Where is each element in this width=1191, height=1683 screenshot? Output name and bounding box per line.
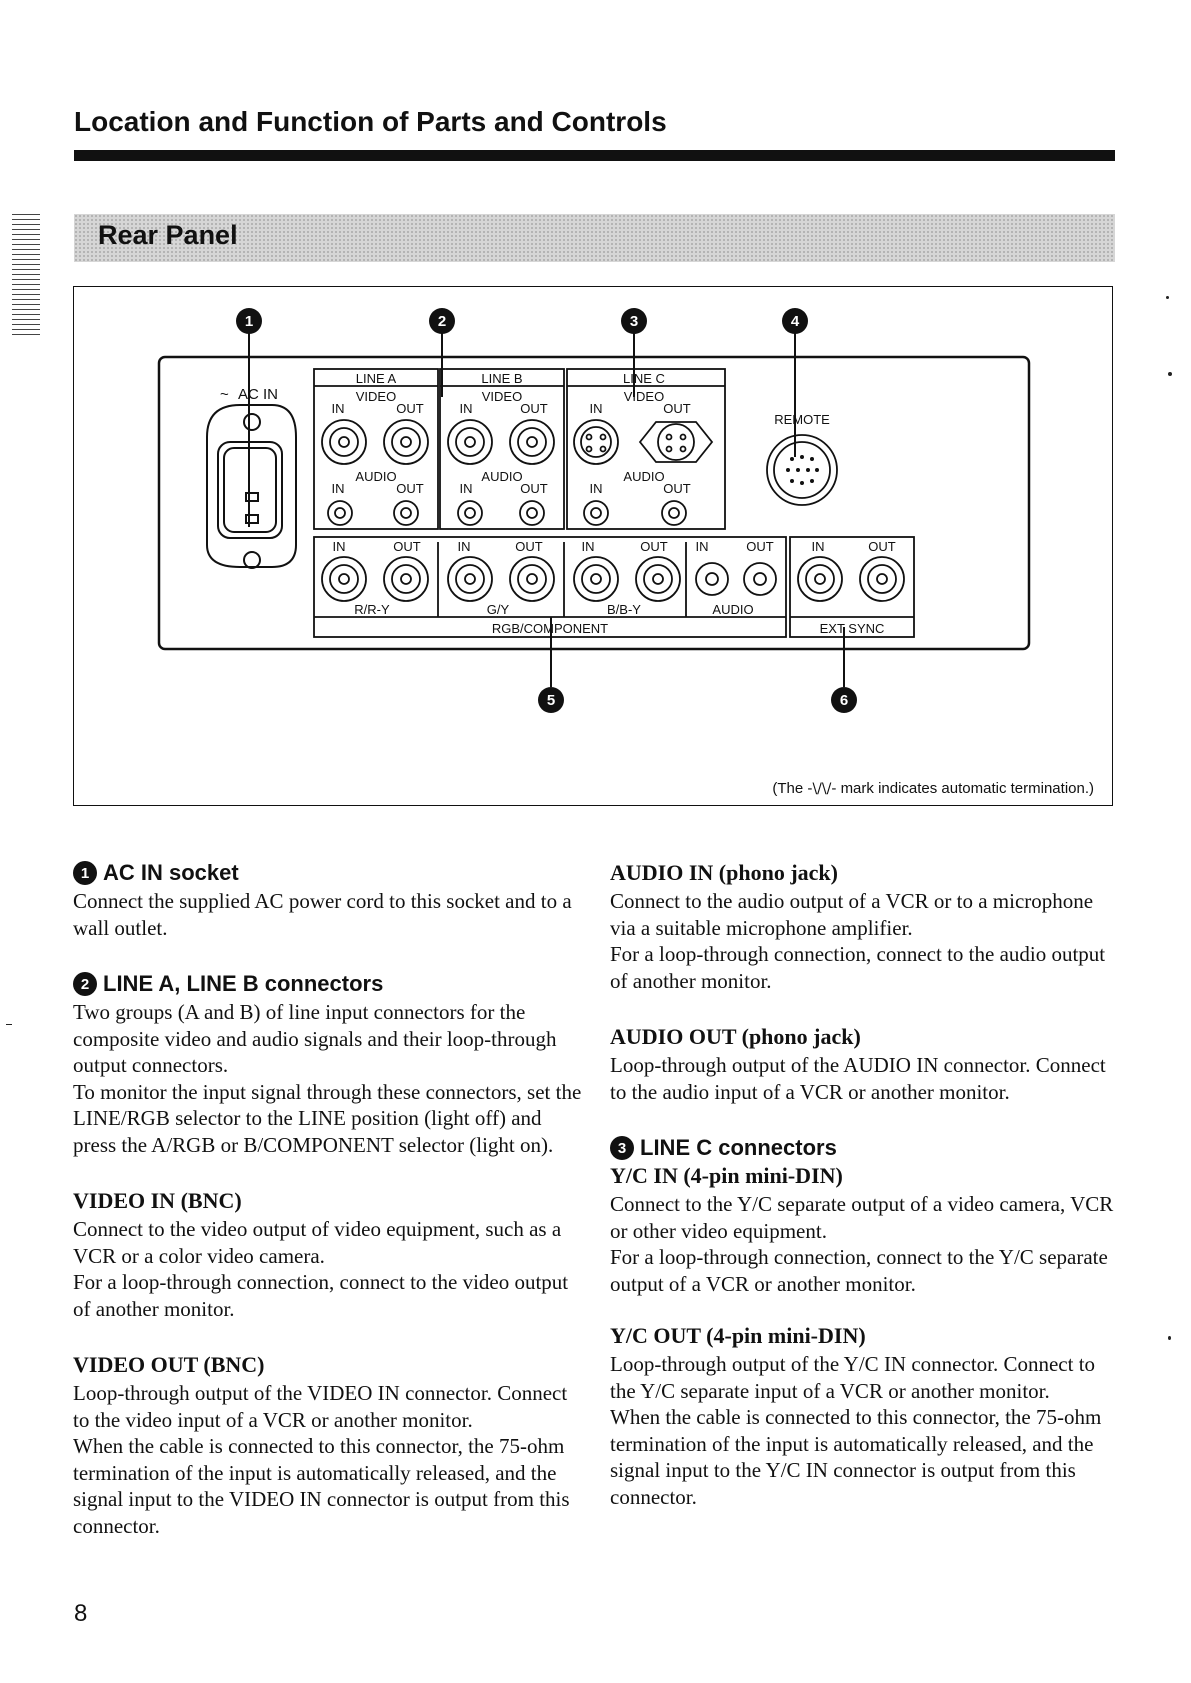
- svg-text:IN: IN: [331, 401, 345, 416]
- rear-panel-diagram: [73, 286, 1113, 806]
- svg-text:OUT: OUT: [746, 539, 774, 554]
- body-text: Connect to the audio output of a VCR or to a microphone via a suitable microphone amplifier.: [610, 889, 1094, 940]
- rear-panel-illustration: [74, 287, 1111, 804]
- body-text: When the cable is connected to this connector, the 75-ohm termination of the input is automatically released, and the signal input to the Y/C IN connector is output from this connector.: [610, 1405, 1102, 1509]
- svg-text:IN: IN: [589, 401, 603, 416]
- svg-text:OUT: OUT: [393, 539, 421, 554]
- body-text: For a loop-through connection, connect to the Y/C separate output of a VCR or another monitor.: [610, 1245, 1108, 1296]
- body-text: Loop-through output of the Y/C IN connector. Connect to the Y/C separate input of a VCR or another monitor.: [610, 1352, 1096, 1403]
- svg-text:OUT: OUT: [396, 401, 424, 416]
- termination-mark-icon: -\/\/-: [807, 781, 837, 797]
- body-text: For a loop-through connection, connect to the audio output of another monitor.: [610, 942, 1106, 993]
- svg-text:AUDIO: AUDIO: [481, 469, 523, 484]
- svg-text:IN: IN: [459, 401, 473, 416]
- body-text: Loop-through output of the VIDEO IN connector. Connect to the video input of a VCR or another monitor.: [73, 1381, 568, 1432]
- title-rule: [74, 150, 1115, 161]
- svg-text:B/B-Y: B/B-Y: [607, 602, 641, 617]
- subheading: Y/C IN (4-pin mini-DIN): [610, 1163, 843, 1188]
- body-text: Connect to the video output of video equipment, such as a VCR or a color video camera.: [73, 1217, 562, 1268]
- svg-text:4: 4: [790, 313, 800, 330]
- svg-text:IN: IN: [589, 481, 603, 496]
- svg-text:R/R-Y: R/R-Y: [354, 602, 390, 617]
- svg-text:IN: IN: [581, 539, 595, 554]
- callout-badge: 2: [73, 972, 97, 996]
- ext-sync-group: [790, 537, 914, 637]
- ac-in-label-prefix: ~: [220, 386, 229, 403]
- line-b-group: [440, 369, 564, 529]
- body-text: Two groups (A and B) of line input connectors for the composite video and audio signals and their loop-through output connectors.: [73, 1000, 557, 1077]
- svg-text:EXT SYNC: EXT SYNC: [819, 621, 885, 636]
- body-text: For a loop-through connection, connect to the video output of another monitor.: [73, 1270, 569, 1321]
- svg-text:RGB/COMPONENT: RGB/COMPONENT: [491, 621, 609, 636]
- scan-speck: [1168, 1336, 1171, 1340]
- video-in-section: [73, 1188, 583, 1322]
- svg-text:OUT: OUT: [396, 481, 424, 496]
- svg-text:LINE B: LINE B: [481, 371, 523, 386]
- svg-text:IN: IN: [332, 539, 346, 554]
- svg-text:1: 1: [244, 313, 254, 330]
- scan-speck: [1166, 296, 1169, 299]
- left-column: [73, 860, 583, 1569]
- remote-connector: [767, 412, 837, 505]
- svg-text:OUT: OUT: [663, 481, 691, 496]
- svg-text:VIDEO: VIDEO: [355, 389, 397, 404]
- section-heading: AUDIO OUT (phono jack): [610, 1024, 861, 1049]
- svg-text:OUT: OUT: [663, 401, 691, 416]
- svg-text:OUT: OUT: [868, 539, 896, 554]
- section-heading: LINE C connectors: [640, 1135, 837, 1160]
- subheading: Y/C OUT (4-pin mini-DIN): [610, 1323, 866, 1348]
- svg-text:IN: IN: [331, 481, 345, 496]
- audio-in-section: [610, 860, 1120, 994]
- body-text: Loop-through output of the AUDIO IN connector. Connect to the audio input of a VCR or another monitor.: [610, 1053, 1106, 1104]
- page-title: Location and Function of Parts and Controls: [74, 106, 667, 137]
- svg-text:5: 5: [546, 692, 556, 709]
- section-title: Rear Panel: [98, 220, 238, 250]
- line-c-group: [567, 369, 725, 529]
- svg-text:REMOTE: REMOTE: [774, 412, 830, 427]
- svg-text:AUDIO: AUDIO: [712, 602, 754, 617]
- ac-in-section: [73, 860, 583, 941]
- callout-badge: 3: [610, 1136, 634, 1160]
- line-ab-section: [73, 971, 583, 1158]
- svg-text:VIDEO: VIDEO: [481, 389, 523, 404]
- termination-note: (The -\/\/- mark indicates automatic termination.): [772, 780, 1094, 797]
- right-column: [610, 860, 1120, 1540]
- scan-speck: [1168, 372, 1172, 376]
- video-out-section: [73, 1352, 583, 1539]
- svg-text:IN: IN: [811, 539, 825, 554]
- svg-text:LINE C: LINE C: [623, 371, 665, 386]
- svg-text:IN: IN: [695, 539, 709, 554]
- svg-text:VIDEO: VIDEO: [623, 389, 665, 404]
- svg-text:LINE A: LINE A: [355, 371, 397, 386]
- line-a-group: [314, 369, 438, 529]
- svg-text:2: 2: [437, 313, 447, 330]
- svg-text:6: 6: [839, 692, 849, 709]
- callout-badge: 1: [73, 861, 97, 885]
- svg-text:OUT: OUT: [640, 539, 668, 554]
- ac-in-socket: [207, 386, 296, 568]
- svg-text:AUDIO: AUDIO: [623, 469, 665, 484]
- body-text: To monitor the input signal through these connectors, set the LINE/RGB selector to the LINE position (light off) and press the A/RGB or B/COMPONENT selector (light on).: [73, 1079, 582, 1157]
- ac-in-label: AC IN: [238, 386, 279, 403]
- section-heading: VIDEO OUT (BNC): [73, 1352, 265, 1377]
- svg-text:IN: IN: [459, 481, 473, 496]
- section-heading: AC IN socket: [103, 860, 239, 885]
- page-number: 8: [74, 1600, 88, 1627]
- section-heading: AUDIO IN (phono jack): [610, 860, 838, 885]
- svg-text:IN: IN: [457, 539, 471, 554]
- section-heading: LINE A, LINE B connectors: [103, 971, 384, 996]
- line-c-section: [610, 1135, 1120, 1510]
- svg-text:G/Y: G/Y: [486, 602, 510, 617]
- body-text: Connect the supplied AC power cord to this socket and to a wall outlet.: [73, 889, 572, 940]
- svg-text:3: 3: [629, 313, 639, 330]
- body-text: When the cable is connected to this connector, the 75-ohm termination of the input is automatically released, and the signal input to the VIDEO IN connector is output from this connector.: [73, 1434, 570, 1538]
- edge-index-marks: [12, 214, 40, 340]
- scan-speck: [6, 1024, 12, 1025]
- body-text: Connect to the Y/C separate output of a video camera, VCR or other video equipment.: [610, 1192, 1114, 1243]
- svg-text:OUT: OUT: [520, 481, 548, 496]
- svg-text:OUT: OUT: [515, 539, 543, 554]
- audio-out-section: [610, 1024, 1120, 1105]
- svg-text:AUDIO: AUDIO: [355, 469, 397, 484]
- section-heading: VIDEO IN (BNC): [73, 1188, 242, 1213]
- svg-text:OUT: OUT: [520, 401, 548, 416]
